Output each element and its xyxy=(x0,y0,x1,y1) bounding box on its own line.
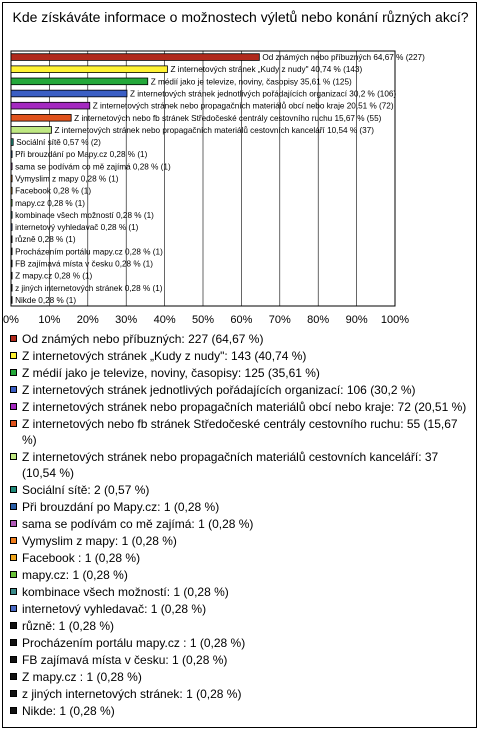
bar-data-label: Z internetových stránek nebo propagačních materiálů obcí nebo kraje 20,51 % (72) xyxy=(92,101,394,111)
legend-label: z jiných internetových stránek: 1 (0,28 %) xyxy=(22,687,242,701)
legend-item xyxy=(9,584,471,600)
legend-swatch xyxy=(10,554,17,561)
legend-label: Facebook : 1 (0,28 %) xyxy=(22,551,141,565)
legend-swatch xyxy=(10,571,17,578)
legend-item xyxy=(9,449,471,481)
legend-item xyxy=(9,399,471,415)
legend-swatch xyxy=(10,605,17,612)
bar xyxy=(11,199,12,206)
bar-data-label: FB zajímavá místa v česku 0,28 % (1) xyxy=(15,259,153,269)
legend-label: internetový vyhledavač: 1 (0,28 %) xyxy=(22,602,207,616)
bar xyxy=(11,236,12,243)
x-tick-label: 30% xyxy=(115,314,138,326)
bar xyxy=(11,54,259,61)
bar xyxy=(11,114,71,121)
legend-item xyxy=(9,348,471,364)
legend-item xyxy=(9,618,471,634)
legend-label: Nikde: 1 (0,28 %) xyxy=(22,704,115,718)
legend-label: Procházením portálu mapy.cz : 1 (0,28 %) xyxy=(22,636,246,650)
bar xyxy=(11,224,12,231)
bar xyxy=(11,78,148,85)
bar-data-label: různě 0,28 % (1) xyxy=(15,235,76,245)
legend-item xyxy=(9,331,471,347)
bar-data-label: sama se podívám co mě zajímá 0,28 % (1) xyxy=(15,162,171,172)
legend-swatch xyxy=(10,656,17,663)
bar-data-label: internetový vyhledavač 0,28 % (1) xyxy=(15,223,139,233)
legend-item xyxy=(9,669,471,685)
legend-item xyxy=(9,533,471,549)
legend-label: Z internetových stránek „Kudy z nudy": 143 (40,74 %) xyxy=(22,349,307,363)
legend-label: Z mapy.cz : 1 (0,28 %) xyxy=(22,670,142,684)
bar xyxy=(11,66,167,73)
legend-label: Sociální sítě: 2 (0,57 %) xyxy=(22,483,150,497)
legend-item xyxy=(9,567,471,583)
bar-data-label: z jiných internetových stránek 0,28 % (1) xyxy=(15,283,163,293)
bar xyxy=(11,297,12,304)
legend-item xyxy=(9,416,471,448)
legend-item xyxy=(9,482,471,498)
legend-swatch xyxy=(10,673,17,680)
legend-swatch xyxy=(10,588,17,595)
bar xyxy=(11,175,12,182)
legend-item xyxy=(9,516,471,532)
legend-label: Při brouzdání po Mapy.cz: 1 (0,28 %) xyxy=(22,500,220,514)
bar-data-label: Z internetových stránek nebo propagačních materiálů cestovních kanceláří 10,54 % (37) xyxy=(54,125,374,135)
legend-label: různě: 1 (0,28 %) xyxy=(22,619,115,633)
legend-swatch xyxy=(10,453,17,460)
bar xyxy=(11,163,12,170)
bar xyxy=(11,284,12,291)
bar-data-label: mapy.cz 0,28 % (1) xyxy=(15,198,85,208)
x-tick-label: 90% xyxy=(345,314,368,326)
legend-label: Z internetových nebo fb stránek Středočeské centrály cestovního ruchu: 55 (15,67 %) xyxy=(22,417,458,447)
bar-data-label: Procházením portálu mapy.cz 0,28 % (1) xyxy=(15,247,163,257)
x-tick-label: 20% xyxy=(76,314,99,326)
bar-data-label: Z internetových stránek „Kudy z nudy" 40,74 % (143) xyxy=(170,65,363,75)
legend-label: FB zajímavá místa v česku: 1 (0,28 %) xyxy=(22,653,228,667)
chart-frame xyxy=(2,2,477,728)
legend-swatch xyxy=(10,537,17,544)
bar xyxy=(11,272,12,279)
x-tick-label: 60% xyxy=(230,314,253,326)
bar-data-label: Vymyslim z mapy 0,28 % (1) xyxy=(15,174,119,184)
bar xyxy=(11,139,13,146)
x-tick-label: 40% xyxy=(153,314,176,326)
legend-item xyxy=(9,703,471,719)
chart-title: Kde získáváte informace o možnostech výletů nebo konání různých akcí? xyxy=(12,9,469,25)
x-tick-label: 10% xyxy=(38,314,61,326)
x-tick-label: 100% xyxy=(380,314,410,326)
bar-data-label: Z internetových stránek jednotlivých pořádajících organizací 30,2 % (106) xyxy=(129,89,397,99)
legend-item xyxy=(9,499,471,515)
legend-label: Vymyslim z mapy: 1 (0,28 %) xyxy=(22,534,177,548)
legend-swatch xyxy=(10,352,17,359)
bar-data-label: Nikde 0,28 % (1) xyxy=(15,295,77,305)
legend-item xyxy=(9,365,471,381)
legend-label: mapy.cz: 1 (0,28 %) xyxy=(22,568,128,582)
bar xyxy=(11,127,51,134)
legend-swatch xyxy=(10,420,17,427)
legend-swatch xyxy=(10,707,17,714)
legend-item xyxy=(9,601,471,617)
bar xyxy=(11,151,12,158)
bar xyxy=(11,248,12,255)
bar-data-label: Při brouzdání po Mapy.cz 0,28 % (1) xyxy=(15,150,148,160)
legend-swatch xyxy=(10,369,17,376)
legend-swatch xyxy=(10,403,17,410)
bar-data-label: Facebook 0,28 % (1) xyxy=(15,186,92,196)
chart-legend xyxy=(9,331,471,720)
legend-swatch xyxy=(10,486,17,493)
bar xyxy=(11,260,12,267)
legend-label: Z internetových stránek nebo propagačních materiálů cestovních kanceláří: 37 (10,54 %) xyxy=(22,450,439,480)
bar xyxy=(11,187,12,194)
bar xyxy=(11,212,12,219)
bar-data-label: Od známých nebo příbuzných 64,67 % (227) xyxy=(262,53,425,63)
bar xyxy=(11,90,127,97)
legend-item xyxy=(9,686,471,702)
legend-item xyxy=(9,382,471,398)
legend-item xyxy=(9,635,471,651)
bar-data-label: Sociální sítě 0,57 % (2) xyxy=(16,138,101,148)
bar-data-label: Z médií jako je televize, noviny, časopisy 35,61 % (125) xyxy=(150,77,352,87)
legend-label: sama se podívám co mě zajímá: 1 (0,28 %) xyxy=(22,517,254,531)
legend-label: Z internetových stránek jednotlivých pořádajících organizací: 106 (30,2 %) xyxy=(22,383,416,397)
legend-item xyxy=(9,652,471,668)
x-tick-label: 50% xyxy=(191,314,215,326)
x-tick-label: 0% xyxy=(3,314,19,326)
legend-swatch xyxy=(10,639,17,646)
legend-swatch xyxy=(10,503,17,510)
legend-label: kombinace všech možností: 1 (0,28 %) xyxy=(22,585,229,599)
x-tick-label: 70% xyxy=(268,314,291,326)
legend-item xyxy=(9,550,471,566)
bar-chart xyxy=(3,3,478,328)
legend-swatch xyxy=(10,335,17,342)
legend-swatch xyxy=(10,622,17,629)
legend-label: Z médií jako je televize, noviny, časopisy: 125 (35,61 %) xyxy=(22,366,320,380)
bar-data-label: Z mapy.cz 0,28 % (1) xyxy=(15,271,93,281)
legend-label: Od známých nebo příbuzných: 227 (64,67 %) xyxy=(22,332,264,346)
legend-swatch xyxy=(10,520,17,527)
legend-swatch xyxy=(10,386,17,393)
bar xyxy=(11,102,90,109)
bar-data-label: Z internetových nebo fb stránek Středočeské centrály cestovního ruchu 15,67 % (55) xyxy=(74,113,382,123)
legend-label: Z internetových stránek nebo propagačních materiálů obcí nebo kraje: 72 (20,51 %) xyxy=(22,400,467,414)
bar-data-label: kombinace všech možností 0,28 % (1) xyxy=(15,210,154,220)
legend-swatch xyxy=(10,690,17,697)
x-tick-label: 80% xyxy=(307,314,330,326)
